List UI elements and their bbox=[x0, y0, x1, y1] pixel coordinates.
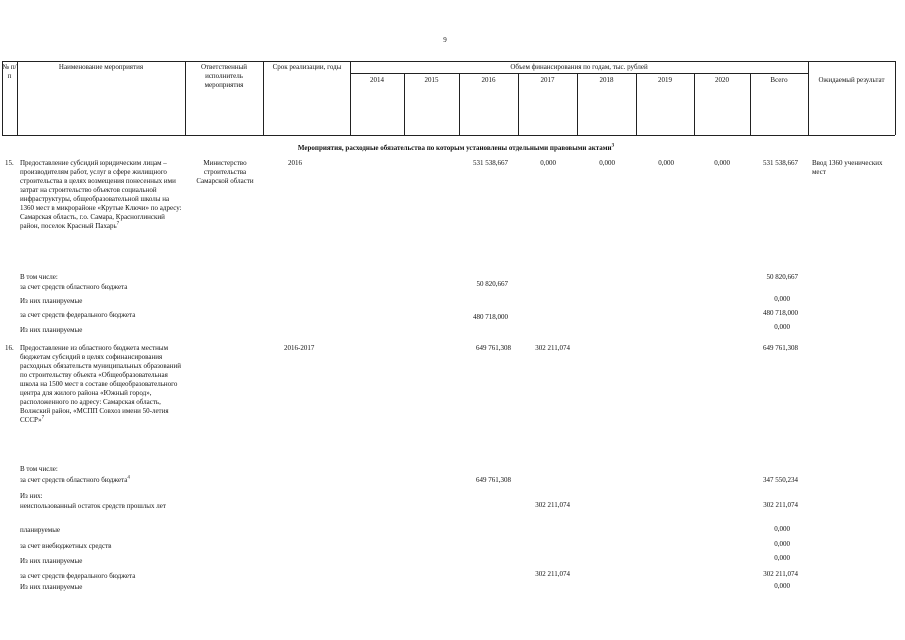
row15-value-2016: 531 538,667 bbox=[473, 159, 508, 167]
row16-term: 2016-2017 bbox=[284, 344, 315, 352]
row15-federal-2016: 480 718,000 bbox=[473, 313, 508, 321]
page-number: 9 bbox=[443, 36, 447, 44]
header-result: Ожидаемый результат bbox=[818, 76, 885, 84]
row16-in-that: В том числе: bbox=[20, 465, 58, 473]
header-year-2014: 2014 bbox=[370, 76, 384, 84]
header-year-2019: 2019 bbox=[658, 76, 672, 84]
row15-value-2018: 0,000 bbox=[599, 159, 615, 167]
row15-value-2019: 0,000 bbox=[658, 159, 674, 167]
row15-value-2020: 0,000 bbox=[714, 159, 730, 167]
row15-regional-total: 50 820,667 bbox=[766, 273, 798, 281]
header-year-2016: 2016 bbox=[481, 76, 496, 84]
section-title: Мероприятия, расходные обязательства по которым установлены отдельными правовыми актами$^3$ bbox=[297, 143, 615, 152]
header-year-2020: 2020 bbox=[715, 76, 729, 84]
row16-federal-total: 302 211,074 bbox=[763, 570, 798, 578]
header-total: Всего bbox=[770, 76, 788, 84]
header-year-2018: 2018 bbox=[599, 76, 614, 84]
row16-unused-total: 302 211,074 bbox=[763, 501, 798, 509]
row15-regional-label: за счет средств областного бюджета bbox=[20, 283, 128, 291]
row15-num: 15. bbox=[5, 159, 14, 167]
row16-extrabudget-total: 0,000 bbox=[774, 540, 790, 548]
header-term: Срок реализации, годы bbox=[272, 63, 342, 71]
row16-value-2017: 302 211,074 bbox=[535, 344, 570, 352]
row16-planned3-total: 0,000 bbox=[774, 582, 790, 590]
row16-unused-label: неиспользованный остаток средств прошлых лет bbox=[20, 502, 166, 510]
row16-planned1-total: 0,000 bbox=[774, 525, 790, 533]
row15-planned2-total: 0,000 bbox=[774, 323, 790, 331]
row16-num: 16. bbox=[5, 344, 14, 352]
row15-planned1-label: Из них планируемые bbox=[20, 297, 83, 305]
header-name: Наименование мероприятия bbox=[58, 63, 144, 71]
row16-planned2-label: Из них планируемые bbox=[20, 557, 83, 565]
row16-name: Предоставление из областного бюджета местным бюджетам субсидий в целях софинансирования расходных обязательств муниципальных образований по строительству объекта «Общеобразовательная школа на 1500 мест в составе общеобразовательного центра для жилого района «Южный город», расположенного по адресу: Самарская область, Волжский район, «МСПП Совхоз имени 50-летия СССР»$^7$ bbox=[20, 344, 181, 424]
row16-federal-2017: 302 211,074 bbox=[535, 570, 570, 578]
row16-regional-label: за счет средств областного бюджета$^4$ bbox=[20, 475, 130, 484]
row15-regional-2016: 50 820,667 bbox=[476, 280, 508, 288]
header-year-2015: 2015 bbox=[424, 76, 439, 84]
row16-extrabudget-label: за счет внебюджетных средств bbox=[20, 542, 112, 550]
row15-total: 531 538,667 bbox=[763, 159, 798, 167]
row15-federal-total: 480 718,000 bbox=[763, 309, 798, 317]
row15-in-that: В том числе: bbox=[20, 273, 58, 281]
row15-name: Предоставление субсидий юридическим лицам – производителям работ, услуг в сфере жилищного строительства в целях возмещения понесенных ими затрат на строительство объектов социальной инфраструктуры, общеобразовательной школы на 1360 мест в микрорайоне «Крутые Ключи» по адресу: Самарская область, г.о. Самара, Красноглинский район, поселок Красный Пахарь$^7$ bbox=[20, 159, 182, 230]
row16-value-2016: 649 761,308 bbox=[476, 344, 511, 352]
header-funding: Объем финансирования по годам, тыс. рублей bbox=[510, 63, 648, 71]
row16-planned3-label: Из них планируемые bbox=[20, 583, 83, 591]
header-responsible: Ответственный исполнитель мероприятия bbox=[200, 63, 248, 89]
row15-value-2017: 0,000 bbox=[540, 159, 556, 167]
row15-responsible: Министерство строительства Самарской области bbox=[196, 159, 254, 185]
row15-federal-label: за счет средств федерального бюджета bbox=[20, 311, 136, 319]
row15-term: 2016 bbox=[288, 159, 302, 167]
row15-planned1-total: 0,000 bbox=[774, 295, 790, 303]
row16-regional-total: 347 550,234 bbox=[763, 476, 798, 484]
row15-result: Ввод 1360 ученических мест bbox=[812, 159, 883, 176]
row16-unused-2017: 302 211,074 bbox=[535, 501, 570, 509]
row16-planned1-label: планируемые bbox=[20, 526, 61, 534]
row16-of-them: Из них: bbox=[20, 492, 43, 500]
row16-regional-2016: 649 761,308 bbox=[476, 476, 511, 484]
row15-planned2-label: Из них планируемые bbox=[20, 326, 83, 334]
header-year-2017: 2017 bbox=[540, 76, 555, 84]
row16-planned2-total: 0,000 bbox=[774, 554, 790, 562]
header-num: № п/п bbox=[2, 63, 17, 80]
row16-federal-label: за счет средств федерального бюджета bbox=[20, 572, 136, 580]
row16-total: 649 761,308 bbox=[763, 344, 798, 352]
